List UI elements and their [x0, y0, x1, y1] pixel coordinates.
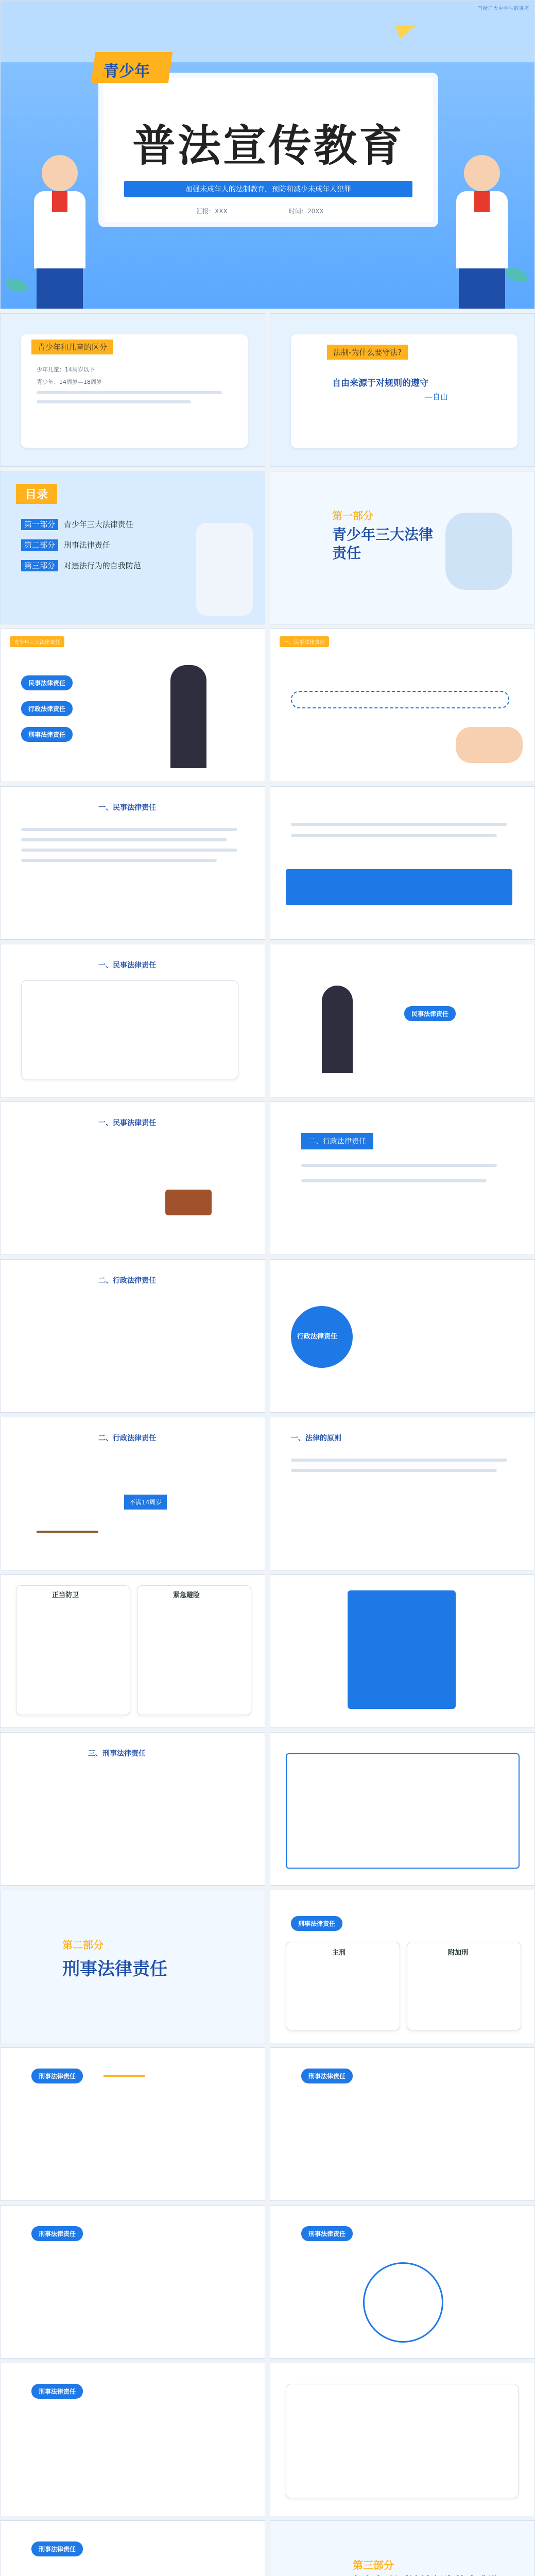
juvenile-box: 不满14周岁: [124, 1495, 167, 1510]
slide-header-tag: 青少年三大法律责任: [10, 636, 64, 647]
student-girl-right: [443, 155, 521, 309]
civil-principle-slide: [0, 786, 265, 940]
criminal-pill[interactable]: 刑事法律责任: [291, 1916, 342, 1931]
civil-minor-slide: [0, 1101, 265, 1255]
cover-slide: [0, 0, 535, 309]
extra-punish-label: 附加刑: [448, 1949, 469, 1957]
blue-panel: [348, 1590, 456, 1709]
emergency-card: [137, 1585, 251, 1715]
civil-figure-slide: [270, 944, 535, 1097]
part3-slide: [270, 2520, 535, 2576]
text-placeholder: [291, 834, 497, 837]
toc-item-num: 第二部分: [21, 539, 58, 551]
detail-heading: 一、民事法律责任: [98, 961, 156, 970]
self-defense-card: [16, 1585, 130, 1715]
text-placeholder: [21, 859, 217, 862]
detail-card: [21, 980, 238, 1079]
toc-slide: [0, 471, 265, 624]
civil-detail-slide: [0, 944, 265, 1097]
principle-heading: 一、法律的原则: [291, 1434, 341, 1443]
criminal-note-slide: [0, 2363, 265, 2516]
civil-liability-slide: [270, 629, 535, 782]
criminal-detail-slide: [270, 2047, 535, 2201]
students-illustration: [196, 523, 253, 616]
toc-item-label: 青少年三大法律责任: [63, 520, 133, 529]
minor-heading: 一、民事法律责任: [98, 1119, 156, 1127]
part1-title: 青少年三大法律责任: [332, 526, 434, 562]
cases-heading: 三、刑事法律责任: [88, 1750, 146, 1758]
slide-header-tag: 一、民事法律责任: [280, 636, 329, 647]
criminal-pill[interactable]: 刑事法律责任: [31, 2069, 83, 2083]
criminal-cases-slide: [0, 1732, 265, 1886]
scales-icon: [37, 1474, 98, 1533]
principle-heading: 一、民事法律责任: [98, 804, 156, 812]
civil-pill[interactable]: 民事法律责任: [21, 675, 73, 690]
cover-presenter: 汇报：XXX: [196, 208, 228, 215]
admin-scope-slide: [270, 1101, 535, 1255]
defense-slide: [0, 1574, 265, 1728]
admin-scales-heading: 二、行政法律责任: [98, 1434, 156, 1443]
text-placeholder: [301, 1179, 487, 1182]
text-placeholder: [301, 1164, 497, 1167]
hand-illustration: [456, 727, 523, 763]
criminal-pill[interactable]: 刑事法律责任: [31, 2541, 83, 2556]
toc-item[interactable]: [21, 519, 133, 530]
text-placeholder: [21, 828, 237, 831]
criminal-list-slide: [0, 2520, 265, 2576]
criminal-kinds-slide: [270, 1890, 535, 2043]
detail-card: [286, 2384, 519, 2498]
criminal-box-slide: [270, 1574, 535, 1728]
flow-arrow: [103, 2075, 145, 2077]
text-placeholder: [21, 849, 237, 852]
why-law-answer-sub: —自由: [425, 392, 448, 401]
definition-slide: [0, 313, 265, 467]
part1-slide: [270, 471, 535, 624]
admin-kinds-slide: [0, 1259, 265, 1413]
toc-item-label: 刑事法律责任: [63, 540, 110, 550]
criminal-pill[interactable]: 刑事法律责任: [31, 2226, 83, 2241]
cover-title: 普法宣传教育: [132, 121, 404, 171]
criminal-age-slide: [270, 1732, 535, 1886]
age-panel: [286, 1753, 520, 1869]
admin-circle-label: 行政法律责任: [297, 1333, 338, 1341]
part2-title: 刑事法律责任: [62, 1959, 167, 1979]
text-placeholder: [291, 1459, 507, 1462]
judge-figure: [170, 665, 206, 768]
why-law-question: 法制-为什么要守法?: [327, 345, 408, 360]
cover-badge-text: 青少年: [103, 62, 150, 80]
punish-circle: [363, 2262, 443, 2343]
cover-date: 时间：20XX: [289, 208, 324, 215]
criminal-principle-slide: [270, 1417, 535, 1570]
hand-illustration: [445, 513, 512, 590]
criminal-flow-slide: [0, 2047, 265, 2201]
student-boy-left: [21, 155, 98, 309]
admin-scales-slide: [0, 1417, 265, 1570]
main-punish-label: 主刑: [332, 1949, 346, 1957]
three-liabilities-slide: [0, 629, 265, 782]
criminal-pill[interactable]: 刑事法律责任: [21, 727, 73, 742]
gavel-illustration: [165, 1190, 212, 1215]
admin-pill[interactable]: 行政法律责任: [21, 701, 73, 716]
civil-pill[interactable]: 民事法律责任: [404, 1006, 456, 1021]
punish-types-slide: [0, 2205, 265, 2359]
toc-item-num: 第三部分: [21, 560, 58, 571]
admin-kinds-heading: 二、行政法律责任: [98, 1277, 156, 1285]
admin-scope-heading: 二、行政法律责任: [301, 1133, 373, 1149]
judge-figure: [322, 986, 353, 1073]
toc-item-num: 第一部分: [21, 519, 58, 530]
text-placeholder: [291, 1469, 497, 1472]
why-law-answer: 自由来源于对规则的遵守: [332, 378, 428, 388]
part1-num: 第一部分: [332, 510, 373, 522]
part3-num: 第三部分: [353, 2559, 394, 2571]
toc-item[interactable]: [21, 539, 110, 550]
civil-cases-slide: [270, 786, 535, 940]
text-placeholder: [37, 391, 222, 394]
highlight-box: [286, 869, 512, 905]
toc-item[interactable]: [21, 560, 141, 571]
part2-num: 第二部分: [62, 1939, 103, 1951]
definition-line: 少年儿童：14周岁以下: [37, 366, 95, 373]
self-defense-label: 正当防卫: [52, 1591, 79, 1599]
text-placeholder: [37, 400, 191, 403]
cover-subtitle: 加强未成年人的法制教育，预防和减少未成年人犯罪: [124, 181, 412, 197]
toc-item-label: 对违法行为的自我防范: [63, 561, 141, 570]
part2-slide: [0, 1890, 265, 2043]
why-law-slide: [270, 313, 535, 467]
criminal-pill[interactable]: 刑事法律责任: [31, 2384, 83, 2399]
text-placeholder: [21, 838, 227, 841]
text-placeholder: [291, 823, 507, 826]
admin-circle-slide: [270, 1259, 535, 1413]
emergency-label: 紧急避险: [173, 1591, 200, 1599]
criminal-age2-slide: [270, 2363, 535, 2516]
toc-title: 目录: [16, 484, 57, 504]
criminal-pill[interactable]: 刑事法律责任: [301, 2226, 353, 2241]
criminal-pill[interactable]: 刑事法律责任: [301, 2069, 353, 2083]
definition-tag: 青少年和儿童的区分: [31, 340, 113, 354]
cover-corner-text: 写给广大中学生的讲座: [477, 6, 529, 11]
definition-line: 青少年：14周岁—18周岁: [37, 379, 102, 385]
punish-circle-slide: [270, 2205, 535, 2359]
civil-flow: [291, 691, 509, 708]
